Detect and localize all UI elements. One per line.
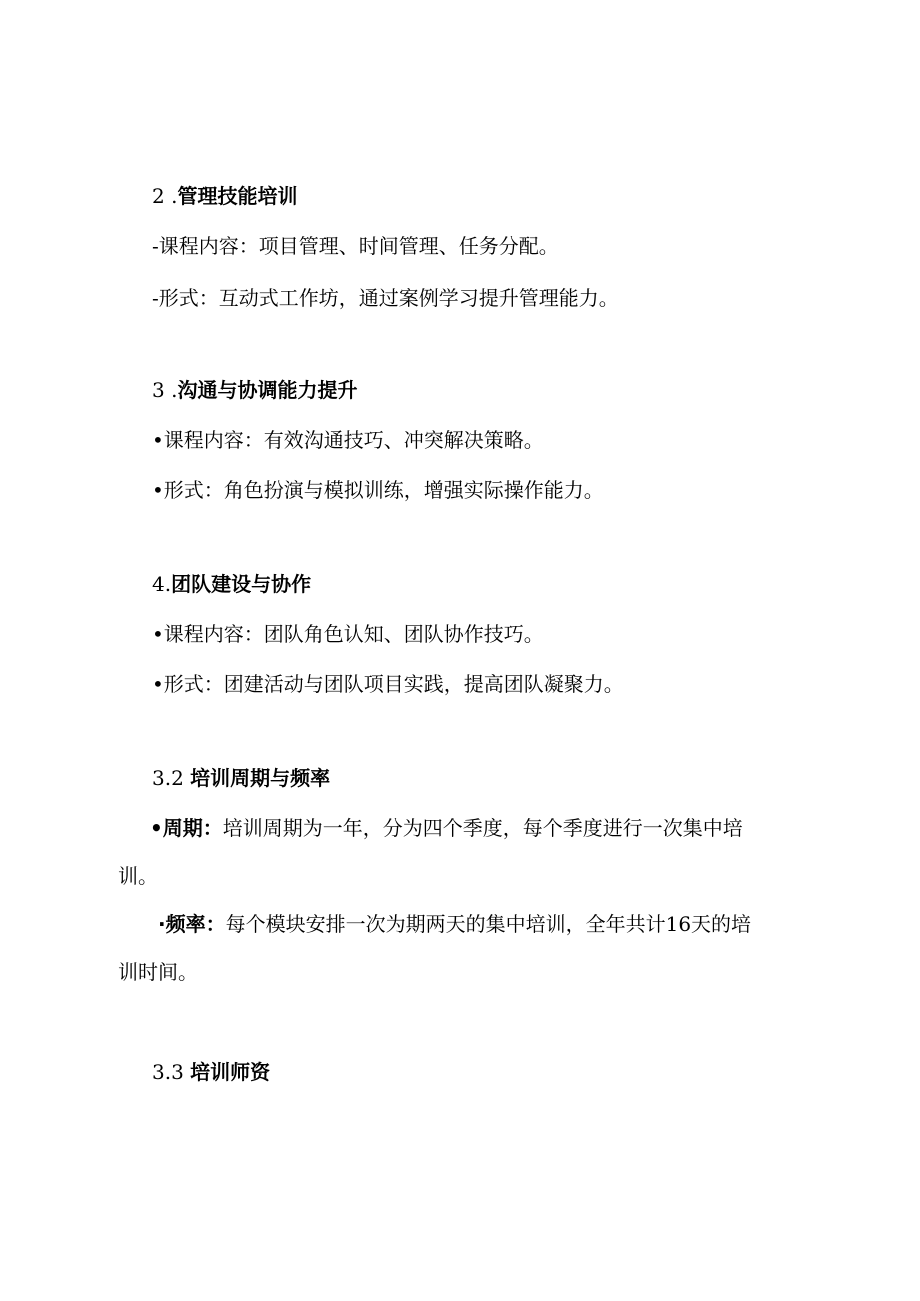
- period-line-2: 训。: [118, 864, 158, 888]
- list-item: •形式：团建活动与团队项目实践，提高团队凝聚力。: [152, 672, 624, 696]
- heading-number: 3 .: [152, 378, 178, 402]
- list-item: •课程内容：有效沟通技巧、冲突解决策略。: [152, 428, 544, 452]
- subsection-heading-schedule: [152, 764, 330, 792]
- frequency-bullet: ·: [158, 912, 166, 936]
- frequency-label: 频率：: [165, 912, 226, 936]
- list-item: -形式：互动式工作坊，通过案例学习提升管理能力。: [152, 286, 619, 310]
- heading-number: 4.: [152, 572, 172, 596]
- frequency-paragraph: [118, 910, 808, 986]
- list-item: •形式：角色扮演与模拟训练，增强实际操作能力。: [152, 478, 604, 502]
- frequency-text: 每个模块安排一次为期两天的集中培训，全年共计16天的培: [225, 912, 752, 936]
- section-heading-teamwork: [152, 570, 311, 598]
- frequency-line-1: [118, 910, 808, 938]
- period-paragraph: [118, 814, 808, 890]
- period-line-1: [118, 814, 808, 842]
- heading-title: 沟通与协调能力提升: [177, 378, 358, 402]
- subsection-heading-instructors: [152, 1058, 270, 1086]
- heading-number: 2 .: [152, 184, 178, 208]
- heading-number: 3.3: [152, 1060, 184, 1084]
- period-bullet: •: [150, 816, 163, 840]
- heading-number: 3.2: [152, 766, 184, 790]
- heading-title: 管理技能培训: [177, 184, 298, 208]
- period-text: 培训周期为一年，分为四个季度，每个季度进行一次集中培: [222, 816, 743, 840]
- frequency-line-2: 训时间。: [118, 960, 198, 984]
- section-heading-communication: [152, 376, 357, 404]
- heading-title: 培训师资: [190, 1060, 271, 1084]
- list-item: -课程内容：项目管理、时间管理、任务分配。: [152, 234, 559, 258]
- heading-title: 培训周期与频率: [190, 766, 331, 790]
- period-label: 周期：: [162, 816, 223, 840]
- heading-title: 团队建设与协作: [171, 572, 312, 596]
- list-item: •课程内容：团队角色认知、团队协作技巧。: [152, 622, 544, 646]
- section-heading-management: [152, 182, 297, 210]
